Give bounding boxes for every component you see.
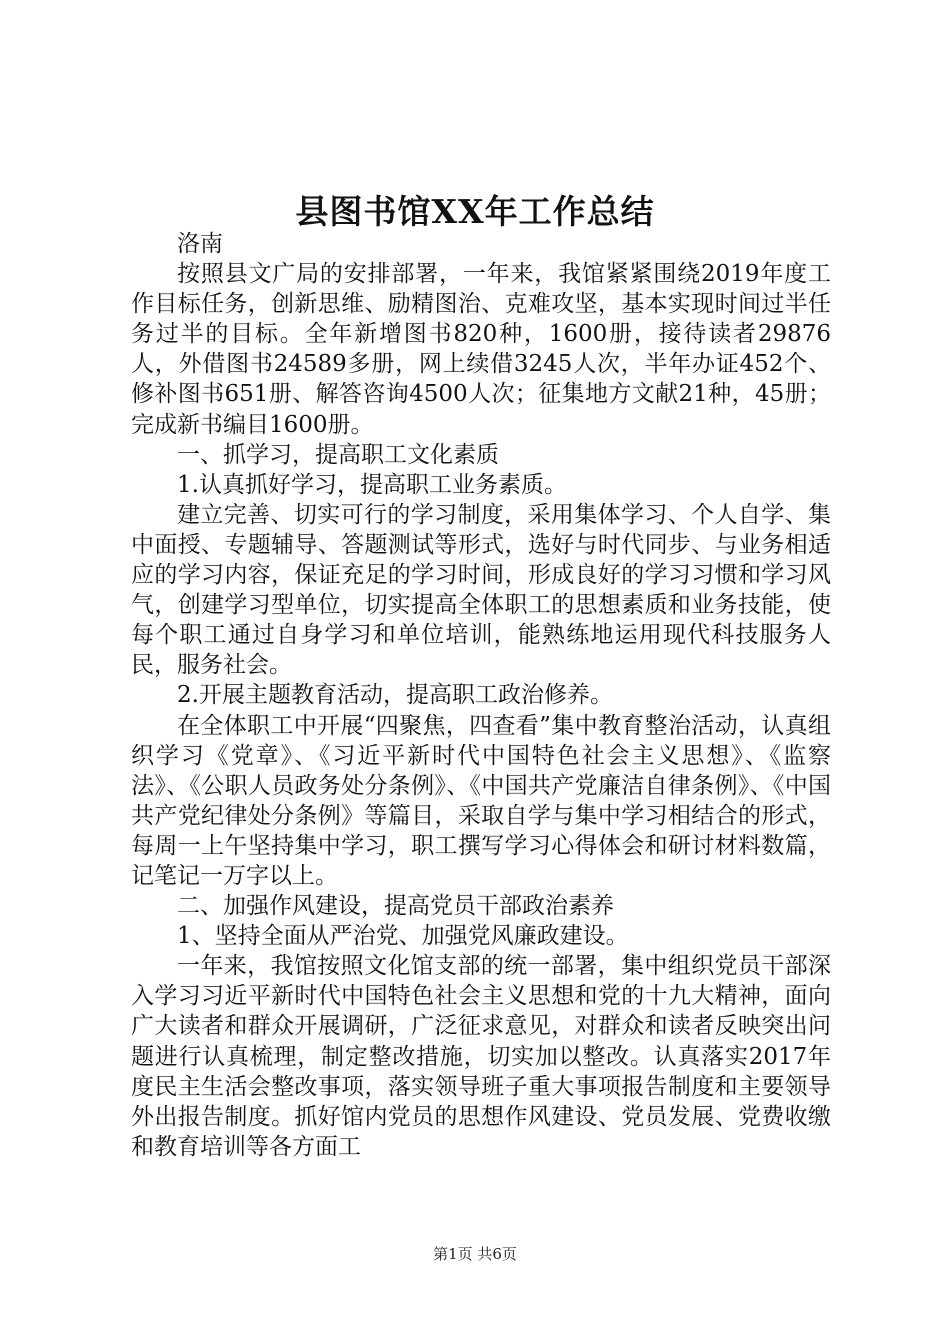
author-line: 洛南 xyxy=(177,231,223,257)
section-heading: 一、抓学习，提高职工文化素质 xyxy=(177,441,499,468)
document-title: 县图书馆XX年工作总结 xyxy=(295,192,655,231)
page-footer: 第1页 共6页 xyxy=(433,1245,517,1263)
body-paragraph: 建立完善、切实可行的学习制度，采用集体学习、个人自学、集中面授、专题辅导、答题测试等形式，选好与时代同步、与业务相适应的学习内容，保证充足的学习时间，形成良好的学习习惯和学习风气，创建学习型单位，切实提高全体职工的思想素质和业务技能，使每个职工通过自身学习和单位培训，能熟练地运用现代科技服务人民，服务社会。 xyxy=(131,501,831,679)
section-heading: 二、加强作风建设，提高党员干部政治素养 xyxy=(177,893,614,920)
subsection-heading: 2.开展主题教育活动，提高职工政治修养。 xyxy=(177,682,613,709)
body-paragraph: 一年来，我馆按照文化馆支部的统一部署，集中组织党员干部深入学习习近平新时代中国特色社会主义思想和党的十九大精神，面向广大读者和群众开展调研，广泛征求意见，对群众和读者反映突出问题进行认真梳理，制定整改措施，切实加以整改。认真落实2017年度民主生活会整改事项，落实领导班子重大事项报告制度和主要领导外出报告制度。抓好馆内党员的思想作风建设、党员发展、党费收缴和教育培训等各方面工 xyxy=(131,953,831,1160)
subsection-heading: 1、坚持全面从严治党、加强党风廉政建设。 xyxy=(177,923,629,950)
document-body xyxy=(131,229,831,1162)
intro-paragraph: 按照县文广局的安排部署，一年来，我馆紧紧围绕2019年度工作目标任务，创新思维、励精图治、克难攻坚，基本实现时间过半任务过半的目标。全年新增图书820种，1600册，接待读者29876人，外借图书24589多册，网上续借3245人次，半年办证452个、修补图书651册、解答咨询4500人次；征集地方文献21种，45册；完成新书编目1600册。 xyxy=(131,261,831,438)
subsection-heading: 1.认真抓好学习，提高职工业务素质。 xyxy=(177,471,567,498)
body-paragraph: 在全体职工中开展“四聚焦，四查看”集中教育整治活动，认真组织学习《党章》、《习近平新时代中国特色社会主义思想》、《监察法》、《公职人员政务处分条例》、《中国共产党廉洁自律条例》、《中国共产党纪律处分条例》等篇目，采取自学与集中学习相结合的形式，每周一上午坚持集中学习，职工撰写学习心得体会和研讨材料数篇，记笔记一万字以上。 xyxy=(131,712,831,889)
